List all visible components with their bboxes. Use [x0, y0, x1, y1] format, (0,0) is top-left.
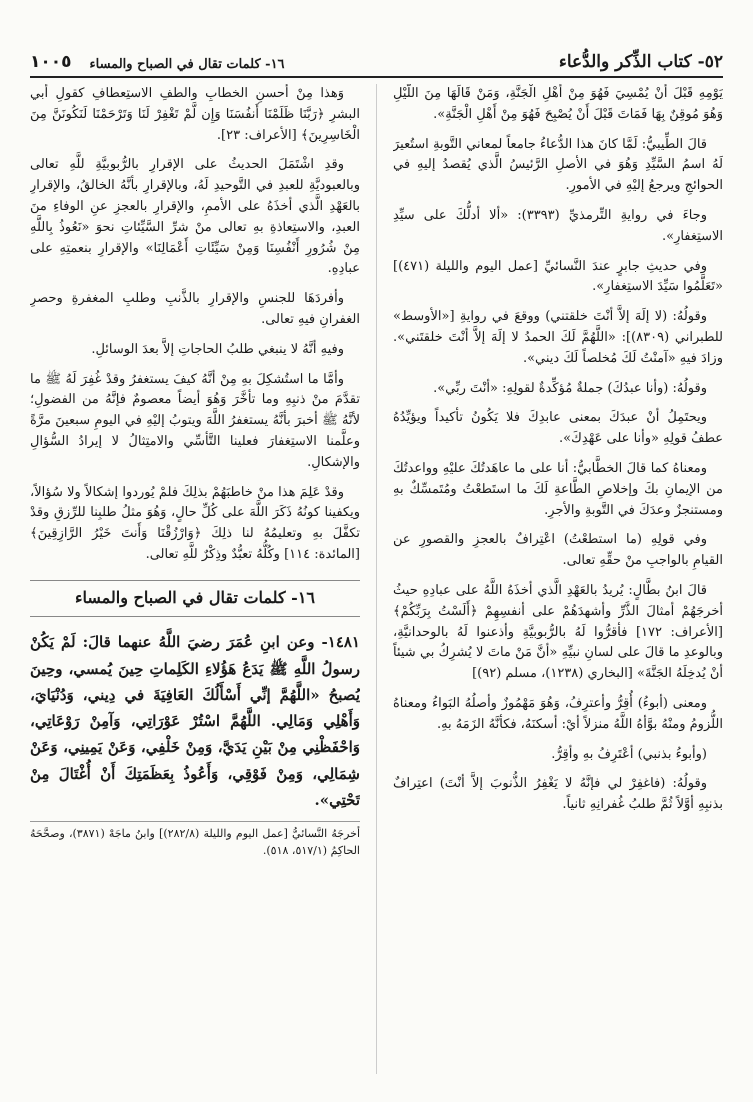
column-divider [376, 84, 377, 1074]
paragraph: قالَ الطِّيبيُّ: لَمَّا كانَ هذا الدُّعاءُ جامعاً لمعاني التَّوبةِ استُعيرَ لَهُ اسمُ السَّيِّدِ وَهُوَ في الأصلِ الرَّئيسُ الَّذي يُقصدُ إليهِ في الحوائجِ ويرجعُ إليْهِ في الأمورِ. [393, 136, 723, 194]
paragraph: قالَ ابنُ بطَّالٍ: يُريدُ بالعَهْدِ الَّذي أخذَهُ اللَّهُ على عبادِهِ حيثُ أخرجَهُمْ أمثالَ الذَّرِّ وأشهدَهُمْ على أنفسِهِمْ ﴿أَلَسْتُ بِرَبِّكُمْ﴾ [الأعراف: ١٧٢] فأقرُّوا لَهُ بالرُّبوبيَّةِ وأذعنوا لَهُ بالوحدانيَّةِ، وبالوعدِ ما قالَ على لسانِ نبيِّهِ «أنَّ مَنْ ماتَ لا يُشرِكُ بي شيئاً أنْ يُدخِلَهُ الجَنَّةَ» [البخاري (١٢٣٨)، مسلم (٩٢)] [393, 582, 723, 682]
paragraph: وقدِ اشْتَمَلَ الحديثُ على الإقرارِ بالرُّبوبيَّةِ للَّهِ تعالى وبالعبوديَّةِ للعبدِ في التَّوحيدِ لَهُ، وبالإقرارِ بأنَّهُ الخالقُ، والإقرارِ بالعَهْدِ الَّذي أخذَهُ على الأممِ، والإقرارِ بالعجزِ عنِ الوفاءِ منَ العبدِ، والاستِعاذةِ بهِ تعالى منْ شرِّ السَّيِّئاتِ نحوَ «نَعُوذُ بِاللَّهِ مِنْ شُرُورِ أَنْفُسِنَا وَمِنْ سَيِّئَاتِ أَعْمَالِنَا» والإقرارِ بنعمتِهِ على عبادِهِ. [30, 157, 360, 277]
header-rule [30, 76, 723, 78]
paragraph: ويحتَمِلُ أنْ عبدَكَ بمعنى عابدِكَ فلا يَكُونُ تأكيداً ويؤيِّدُهُ عطفُ قولِهِ «وأنا على عَهْدِكَ». [393, 410, 723, 447]
paragraph: وقدْ عَلِمَ هذا منْ خاطبَهُمْ بذلِكَ فلمْ يُوردوا إشكالاً ولا سُؤالاً، ويكفينا كونُهُ ذَكَرَ اللَّهَ على كُلِّ حالٍ، وَهُوَ مثلُ طلبِنا للرِّزقِ وقدْ تكفَّلَ بهِ وتعليمُهُ لنا ذلِكَ ﴿وَارْزُقْنَا وَأَنتَ خَيْرُ الرَّازِقِينَ﴾ [المائدة: ١١٤] وكُلُّهُ تعبُّدٌ وذِكْرٌ للَّهِ تعالى. [30, 484, 360, 562]
paragraph: وفيهِ أنَّهُ لا ينبغي طلبُ الحاجاتِ إلاَّ بعدَ الوسائلِ. [91, 341, 344, 357]
hadith-source: أخرجَهُ النَّسائيُّ [عمل اليوم والليلة (٢٨٢/٨)] وابنُ ماجَهْ (٣٨٧١)، وصحَّحَهُ الحاكِمُ (٥١٧/١، ٥١٨). [30, 821, 360, 859]
paragraph: وَهذا مِنْ أحسنِ الخطابِ والطفِ الاستِعطافِ كقولِ أبي البشرِ ﴿رَبَّنَا ظَلَمْنَا أَنفُسَنَا وَإِن لَّمْ تَغْفِرْ لَنَا وَتَرْحَمْنَا لَنَكُونَنَّ مِنَ الْخَاسِرِينَ﴾ [الأعراف: ٢٣]. [30, 86, 360, 143]
paragraph: يَوْمِهِ قَبْلَ أَنْ يُمْسِيَ فَهُوَ مِنْ أَهْلِ الْجَنَّةِ، وَمَنْ قَالَهَا مِنَ اللَّيْلِ وَهُوَ مُوقِنٌ بِهَا فَمَاتَ قَبْلَ أَنْ يُصْبِحَ فَهُوَ مِنْ أَهْلِ الْجَنَّةِ». [393, 86, 723, 122]
paragraph: ومعنى (أبوءُ) أُقِرُّ وأعترِفُ، وَهُوَ مَهْمُوزٌ وأصلُهُ البَواءُ ومعناهُ اللُّزومُ ومنْهُ بوَّأهُ اللَّهُ منزلاً أيْ: أسكنَهُ، فكأنَّهُ الزَمَهُ بهِ. [393, 695, 723, 732]
page-number: ١٠٠٥ [30, 52, 72, 72]
paragraph: وقولُهُ: (وأنا عبدُكَ) جملةٌ مُؤكِّدةٌ لقولِهِ: «أنْتَ ربِّي». [433, 380, 707, 396]
paragraph: وفي حديثِ جابرٍ عندَ النَّسائيِّ [عمل اليوم والليلة (٤٧١)] «تَعَلَّمُوا سَيِّدَ الاستِغفارِ». [393, 258, 723, 295]
paragraph: ومعناهُ كما قالَ الخطَّابيُّ: أنا على ما عاهَدتُكَ عليْهِ وواعدتُكَ من الإيمانِ بكَ وإخلاصِ الطَّاعةِ لَكَ ما استَطعْتُ ومُتَمسِّكٌ بهِ ومستنجزٌ وعدَكَ في التَّوبةِ والأجرِ. [393, 460, 723, 518]
section-heading: ١٦- كلمات تقال في الصباح والمساء [30, 580, 360, 618]
paragraph: وأمَّا ما استُشكِلَ بهِ مِنْ أنَّهُ كيفَ يستغفرُ وقدْ غُفِرَ لَهُ ﷺ ما تقدَّمَ منْ ذنبِهِ وما تأخَّرَ وَهُوَ أيضاً معصومٌ فإنَّهُ من الفضولِ؛ لأنَّهُ ﷺ أخبرَ بأنَّهُ يستغفرُ اللَّهَ ويتوبُ إليْهِ في اليومِ سبعينَ مرَّةً وعلَّمنا الاستِغفارَ فعلينا التَّأسِّي والامتِثالُ لا إيرادُ السُّؤالِ والإشكالِ. [30, 371, 360, 470]
header-left [30, 52, 285, 72]
right-column [393, 84, 723, 1074]
paragraph: وقولُهُ: (فاغفِرْ لي فإنَّهُ لا يَغْفِرُ الذُّنوبَ إلاَّ أنْتَ) اعتِرافٌ بذنبِهِ أوَّلاً ثُمَّ طلبُ غُفرانِهِ ثانياً. [393, 776, 723, 813]
hadith-text: ١٤٨١- وعن ابنِ عُمَرَ رضيَ اللَّهُ عنهما قالَ: لَمْ يَكُنْ رسولُ اللَّهِ ﷺ يَدَعُ هَؤُلاءِ الكَلِماتِ حِينَ يُمسي، وحِينَ يُصبحُ «اللَّهُمَّ إنِّي أَسْأَلُكَ العَافِيَةَ في دِيني، وَدُنْيَايَ، وَأَهْلِي وَمَالِي. اللَّهُمَّ اسْتُرْ عَوْرَاتِي، وَآمِنْ رَوْعَاتِي، وَاحْفَظْنِي مِنْ بَيْنِ يَدَيَّ، وَمِنْ خَلْفِي، وَعَنْ يَمِينِي، وَعَنْ شِمَالِي، وَمِنْ فَوْقِي، وَأَعُوذُ بِعَظَمَتِكَ أَنْ أُغْتَالَ مِنْ تَحْتِي». [30, 633, 360, 809]
running-section-title: ١٦- كلمات تقال في الصباح والمساء [89, 57, 285, 72]
paragraph: وجاءَ في روايةِ التِّرمذيِّ (٣٣٩٣): «ألا أدلُّكَ على سيِّدِ الاستِغفارِ». [393, 207, 723, 244]
left-column [30, 84, 360, 1074]
paragraph: وقولُهُ: (لا إلَهَ إلاَّ أنْتَ خلقتني) ووقعَ في روايةِ [«الأوسط» للطبراني (٨٣٠٩)]: «اللَّهُمَّ لَكَ الحمدُ لا إلَهَ إلاَّ أنْتَ خلقتَني». وزادَ فيهِ «آمنْتُ لَكَ مُخلصاً لَكَ ديني». [393, 309, 723, 366]
paragraph: وأفردَهَا للجنسِ والإقرارِ بالذَّنبِ وطلبِ المغفرةِ وحصرِ الغفرانِ فيهِ تعالى. [30, 291, 360, 327]
book-title: ٥٢- كتاب الذِّكر والدُّعاء [558, 52, 723, 72]
paragraph: (وأبوءُ بذنبي) أعْتَرِفُ بهِ وأقِرُّ. [551, 746, 707, 762]
paragraph: وفي قولِهِ (ما استطعْتُ) اعْتِرافٌ بالعجزِ والقصورِ عن القيامِ بالواجبِ منْ حقِّهِ تعالى. [393, 532, 723, 569]
page-header [30, 38, 723, 72]
